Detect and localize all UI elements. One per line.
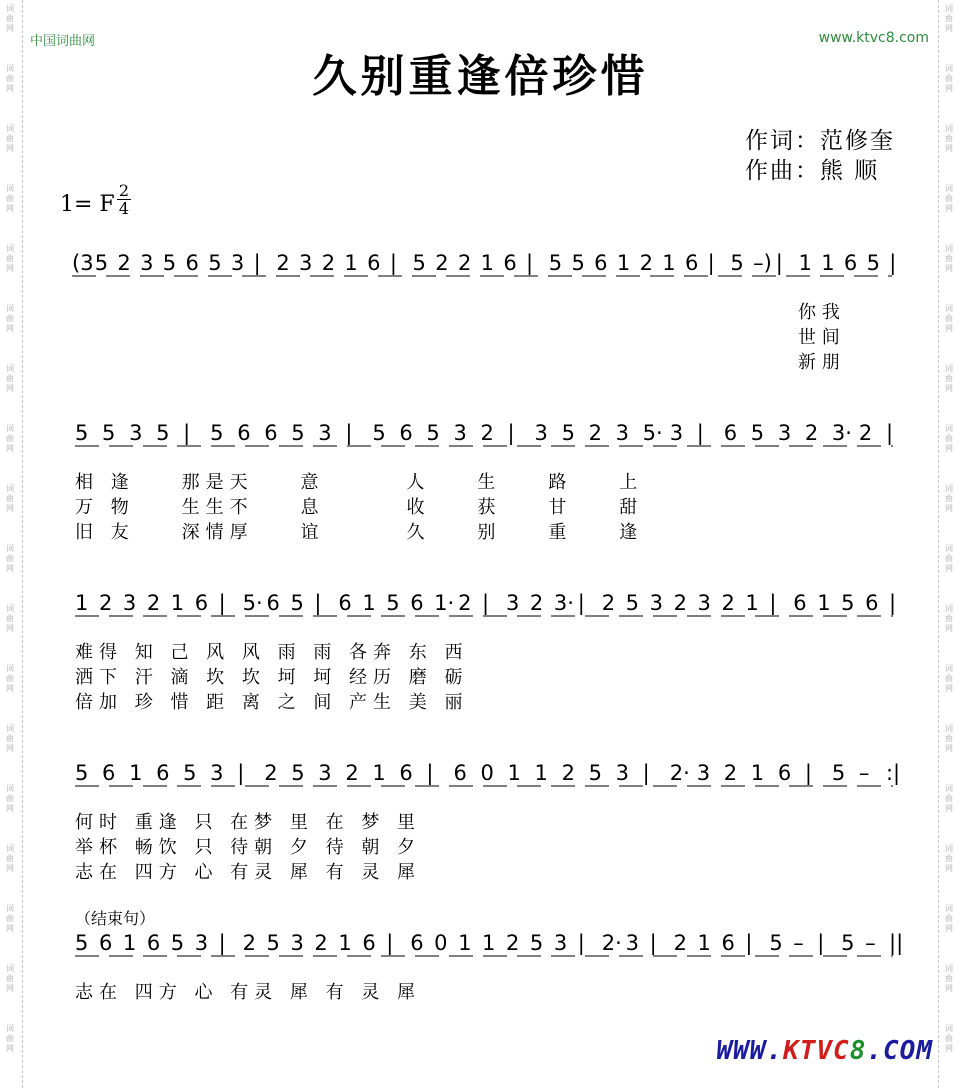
note: 5 xyxy=(730,251,744,275)
note: 2 xyxy=(242,931,256,955)
note: 6 xyxy=(410,931,424,955)
side-watermark-text: 词 曲 网 xyxy=(6,784,14,813)
note: 5 xyxy=(156,421,170,445)
note: 6 xyxy=(843,251,858,275)
note: 5 xyxy=(588,761,602,785)
note: 1 xyxy=(480,251,495,275)
note: 2 xyxy=(345,761,359,785)
note: 2 xyxy=(321,251,336,275)
lyric-line: 你 我 xyxy=(798,302,840,323)
barline: | xyxy=(507,421,515,445)
note: 6 xyxy=(721,931,735,955)
note: 1 xyxy=(750,761,765,785)
note: 2 xyxy=(673,931,687,955)
barline: | xyxy=(389,251,397,275)
note: 2· xyxy=(669,761,690,785)
lyric-line: 何时 重逢 只 在梦 里 在 梦 里 xyxy=(75,812,422,833)
note: 6 xyxy=(362,931,376,955)
note: 3· xyxy=(553,591,574,615)
note: 6 xyxy=(684,251,699,275)
note: 5 xyxy=(548,251,563,275)
side-watermark-text: 词 曲 网 xyxy=(6,304,14,333)
note: 3 xyxy=(696,761,711,785)
note: 5 xyxy=(750,421,765,445)
note: 1 xyxy=(507,761,521,785)
note: 5 xyxy=(841,931,855,955)
lyric-line: 相 逢 那是天 意 人 生 路 上 xyxy=(75,472,644,493)
note: 2 xyxy=(529,591,544,615)
barline: | xyxy=(218,591,226,615)
note: – xyxy=(793,931,804,955)
note: 6 xyxy=(453,761,467,785)
note: 1 xyxy=(817,591,831,615)
lyricist-credit: 作词：范修奎 xyxy=(745,128,895,154)
side-watermark-text: 词 曲 网 xyxy=(6,904,14,933)
note: 5 xyxy=(831,761,846,785)
note: 5 xyxy=(291,421,305,445)
barline: | xyxy=(885,421,894,445)
note: 1 xyxy=(821,251,835,275)
note: 2 xyxy=(98,591,113,615)
side-watermark-text: 词 曲 网 xyxy=(945,304,953,333)
side-watermark-text: 词 曲 网 xyxy=(945,244,953,273)
note: 3 xyxy=(534,421,548,445)
barline: | xyxy=(526,251,534,275)
note: 1 xyxy=(129,761,143,785)
lyric-line: 倍加 珍 惜 距 离 之 间 产生 美 丽 xyxy=(75,692,469,713)
note: 6 xyxy=(399,761,413,785)
side-watermark-text: 词 曲 网 xyxy=(6,844,14,873)
barline: | xyxy=(642,761,650,785)
note: 2 xyxy=(458,591,472,615)
note: 2 xyxy=(588,421,602,445)
barline: | xyxy=(775,251,783,275)
note: 5 xyxy=(162,251,177,275)
note: 3 xyxy=(553,931,568,955)
note: 6 xyxy=(793,591,807,615)
side-watermark-text: 词 曲 网 xyxy=(6,484,14,513)
note: 5 xyxy=(170,931,185,955)
note: 3 xyxy=(649,591,664,615)
note: 3 xyxy=(140,251,154,275)
note: 1 xyxy=(344,251,358,275)
note: 5 xyxy=(183,761,197,785)
barline: | xyxy=(804,761,812,785)
note: 3 xyxy=(453,421,467,445)
side-watermark-text: 词 曲 网 xyxy=(945,844,953,873)
note: 6 xyxy=(102,761,116,785)
note: 2 xyxy=(480,421,494,445)
note: 5 xyxy=(866,251,880,275)
note: 5 xyxy=(625,591,640,615)
note: 5 xyxy=(561,421,575,445)
lyric-line: 世 间 xyxy=(798,327,840,348)
logo-part-b: KTVC xyxy=(783,1036,850,1066)
note: 1 xyxy=(482,931,496,955)
note: 6 xyxy=(503,251,517,275)
note: 5· xyxy=(242,591,263,615)
note: 2 xyxy=(276,251,290,275)
note: 5 xyxy=(291,761,305,785)
site-logo xyxy=(716,1036,933,1066)
logo-part-d: .COM xyxy=(866,1036,933,1066)
note: 6 xyxy=(146,931,161,955)
barline: | xyxy=(889,591,897,615)
barline: | xyxy=(889,251,897,275)
note: 3 xyxy=(777,421,792,445)
note: 3 xyxy=(122,591,137,615)
note: 5 xyxy=(102,421,116,445)
side-watermark-text: 词 曲 网 xyxy=(945,724,953,753)
note: 2 xyxy=(457,251,472,275)
note: 6 xyxy=(194,591,209,615)
note: 3 xyxy=(615,761,630,785)
note: 3 xyxy=(230,251,245,275)
note: 5 xyxy=(372,421,386,445)
note: 3 xyxy=(669,421,684,445)
side-watermark-text: 词 曲 网 xyxy=(945,604,953,633)
barline: | xyxy=(345,421,353,445)
note: 1 xyxy=(697,931,711,955)
lyric-line: 志在 四方 心 有灵 犀 有 灵 犀 xyxy=(75,982,422,1003)
note: 2 xyxy=(435,251,449,275)
side-watermark-text: 词 曲 网 xyxy=(945,964,953,993)
note: 2 xyxy=(146,591,161,615)
time-signature-bottom: 4 xyxy=(118,199,130,218)
note: 5 xyxy=(266,931,280,955)
note: 1 xyxy=(798,251,812,275)
note: 0 xyxy=(434,931,448,955)
side-watermark-text: 词 曲 网 xyxy=(6,604,14,633)
barline: | xyxy=(314,591,322,615)
note: 5 xyxy=(529,931,544,955)
note: 2 xyxy=(117,251,131,275)
side-watermark-text: 词 曲 网 xyxy=(945,904,953,933)
note: 2 xyxy=(858,421,873,445)
note: 1 xyxy=(170,591,185,615)
side-watermark-text: 词 曲 网 xyxy=(6,544,14,573)
note: 3 xyxy=(210,761,224,785)
side-watermark-text: 词 曲 网 xyxy=(6,4,14,33)
side-watermark-text: 词 曲 网 xyxy=(6,244,14,273)
barline: | xyxy=(769,591,777,615)
side-watermark-text: 词 曲 网 xyxy=(945,484,953,513)
barline: | xyxy=(237,761,245,785)
note: 6 xyxy=(156,761,170,785)
ending-label: （结束句） xyxy=(75,909,156,928)
side-watermark-text: 词 曲 网 xyxy=(6,364,14,393)
note: 6 xyxy=(777,761,792,785)
note: 1 xyxy=(662,251,676,275)
key-signature: 1= F xyxy=(60,192,115,217)
lyric-line: 万 物 生生不 息 收 获 甘 甜 xyxy=(75,497,644,518)
note: 2 xyxy=(561,761,575,785)
barline: | xyxy=(707,251,715,275)
note: 1 xyxy=(75,591,89,615)
note: 1 xyxy=(534,761,548,785)
lyric-line: 志在 四方 心 有灵 犀 有 灵 犀 xyxy=(75,862,422,883)
side-watermark-text: 词 曲 网 xyxy=(6,424,14,453)
side-watermark-text: 词 曲 网 xyxy=(945,184,953,213)
note: 6 xyxy=(98,931,113,955)
note: 5 xyxy=(769,931,783,955)
note: 2 xyxy=(721,591,735,615)
lyric-line: 洒下 汗 滴 坎 坎 坷 坷 经历 磨 砺 xyxy=(75,667,469,688)
note: 3 xyxy=(290,931,304,955)
note: 5 xyxy=(386,591,400,615)
side-watermark-text: 词 曲 网 xyxy=(945,1024,953,1053)
note: 6 xyxy=(594,251,608,275)
note: 6 xyxy=(338,591,352,615)
note: 5· xyxy=(642,421,663,445)
side-watermark-text: 词 曲 网 xyxy=(945,424,953,453)
barline: | xyxy=(426,761,434,785)
note: 3 xyxy=(318,421,332,445)
note: 3 xyxy=(318,761,332,785)
note: 1 xyxy=(458,931,472,955)
note: 2 xyxy=(264,761,278,785)
side-watermark-text: 词 曲 网 xyxy=(6,664,14,693)
side-watermark-text: 词 曲 网 xyxy=(6,724,14,753)
note: 3 xyxy=(505,591,520,615)
note: 1 xyxy=(745,591,759,615)
barline: | xyxy=(218,931,226,955)
lyric-line: 难得 知 己 风 风 雨 雨 各奔 东 西 xyxy=(75,642,469,663)
note: 2 xyxy=(804,421,819,445)
side-watermark-text: 词 曲 网 xyxy=(6,124,14,153)
barline: | xyxy=(649,931,657,955)
note: 2 xyxy=(505,931,520,955)
side-watermark-text: 词 曲 网 xyxy=(945,364,953,393)
note: 0 xyxy=(480,761,494,785)
note: 6 xyxy=(264,421,278,445)
side-watermark-text: 词 曲 网 xyxy=(945,664,953,693)
note: 2 xyxy=(314,931,328,955)
note: 6 xyxy=(367,251,381,275)
note: 5 xyxy=(94,251,109,275)
barline: | xyxy=(386,931,394,955)
side-watermark-text: 词 曲 网 xyxy=(945,124,953,153)
note: 5 xyxy=(75,761,89,785)
note: 1 xyxy=(338,931,352,955)
note: – xyxy=(858,761,870,785)
side-watermark-text: 词 曲 网 xyxy=(945,544,953,573)
note: 5 xyxy=(571,251,585,275)
note: 6 xyxy=(865,591,879,615)
note: 6 xyxy=(185,251,199,275)
logo-part-c: 8 xyxy=(849,1036,867,1066)
side-watermark-text: 词 曲 网 xyxy=(945,4,953,33)
note: 2 xyxy=(639,251,653,275)
lyric-line: 旧 友 深情厚 谊 久 别 重 逢 xyxy=(75,522,644,543)
note: 3 xyxy=(625,931,640,955)
note: 5 xyxy=(841,591,855,615)
note: 1 xyxy=(616,251,631,275)
side-watermark-text: 词 曲 网 xyxy=(6,64,14,93)
lyric-line: 举杯 畅饮 只 待朝 夕 待 朝 夕 xyxy=(75,837,422,858)
side-watermark-text: 词 曲 网 xyxy=(6,1024,14,1053)
note: 3 xyxy=(615,421,630,445)
side-watermark-text: 词 曲 网 xyxy=(945,64,953,93)
note: 1 xyxy=(362,591,376,615)
lyric-line: 新 朋 xyxy=(798,352,840,373)
song-title: 久别重逢倍珍惜 xyxy=(312,51,649,102)
note: 5 xyxy=(412,251,426,275)
barline: | xyxy=(577,591,585,615)
side-watermark-text: 词 曲 网 xyxy=(6,964,14,993)
barline: | xyxy=(577,931,585,955)
note: 3 xyxy=(299,251,313,275)
note: 2 xyxy=(723,761,738,785)
note: 1· xyxy=(434,591,455,615)
note: (3 xyxy=(72,251,94,275)
note: 3· xyxy=(831,421,852,445)
note: 5 xyxy=(426,421,440,445)
barline: | xyxy=(183,421,191,445)
logo-part-a: WWW. xyxy=(716,1036,784,1066)
site-watermark-right: www.ktvc8.com xyxy=(818,30,929,46)
note: 5 xyxy=(290,591,304,615)
note: 1 xyxy=(122,931,137,955)
side-watermark-text: 词 曲 网 xyxy=(6,184,14,213)
note: 6 xyxy=(237,421,251,445)
note: –) xyxy=(753,251,772,275)
note: 5 xyxy=(208,251,222,275)
note: 2 xyxy=(673,591,687,615)
barline: | xyxy=(696,421,704,445)
note: 6 xyxy=(266,591,280,615)
note: 2 xyxy=(601,591,616,615)
time-signature-top: 2 xyxy=(118,181,130,200)
barline: | xyxy=(253,251,261,275)
note: 3 xyxy=(697,591,711,615)
side-watermark-text: 词 曲 网 xyxy=(945,784,953,813)
barline: | xyxy=(817,931,825,955)
note: 5 xyxy=(75,421,89,445)
barline: :| xyxy=(885,761,901,785)
site-watermark-left: 中国词曲网 xyxy=(30,34,96,49)
note: 3 xyxy=(194,931,209,955)
note: 5 xyxy=(210,421,224,445)
note: 6 xyxy=(723,421,738,445)
note: 6 xyxy=(399,421,413,445)
note: 2· xyxy=(601,931,622,955)
barline: | xyxy=(482,591,490,615)
note: 1 xyxy=(372,761,386,785)
barline: | xyxy=(745,931,753,955)
note: 6 xyxy=(410,591,424,615)
barline: || xyxy=(889,931,904,955)
composer-credit: 作曲：熊 顺 xyxy=(745,158,880,184)
note: – xyxy=(865,931,876,955)
note: 3 xyxy=(129,421,143,445)
note: 5 xyxy=(75,931,89,955)
